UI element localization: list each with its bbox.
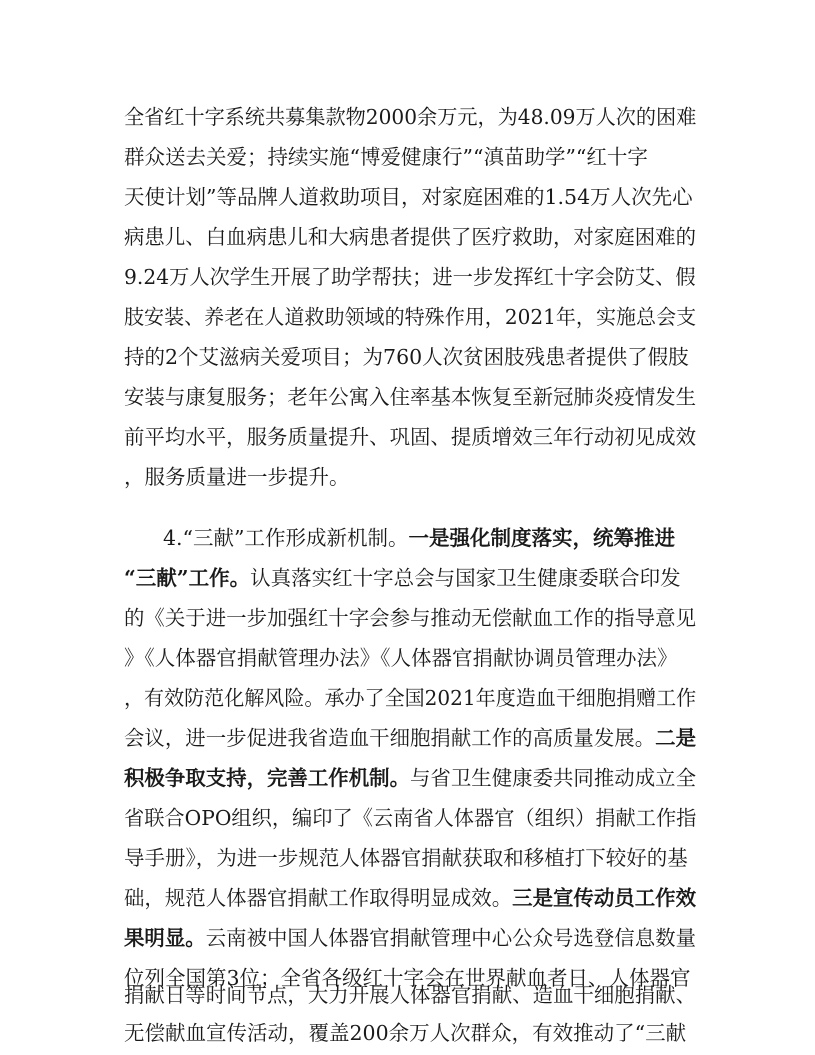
bold-point-3: 三是宣传动员工作效 <box>512 886 696 910</box>
bold-point-2: 二是 <box>655 726 696 750</box>
paragraph-1-line-1: 全省红十字系统共募集款物2000余万元，为48.09万人次的困难 <box>124 105 697 129</box>
bold-point-1-cont: “三献”工作。 <box>124 566 251 590</box>
paragraph-1-line-2: 群众送去关爱；持续实施“博爱健康行”“滇苗助学”“红十字 <box>124 145 648 169</box>
text-segment: 云南被中国人体器官捐献管理中心公众号选登信息数量 <box>205 926 696 950</box>
paragraph-1-line-10: ，服务质量进一步提升。 <box>124 465 350 489</box>
paragraph-1-line-7: 持的2个艾滋病关爱项目；为760人次贫困肢残患者提供了假肢 <box>124 345 689 369</box>
paragraph-1-line-3: 天使计划”等品牌人道救助项目，对家庭困难的1.54万人次先心 <box>124 185 693 209</box>
paragraph-2-line-10 <box>124 878 694 918</box>
section-heading: 4.“三献”工作形成新机制。 <box>163 526 409 550</box>
paragraph-2-line-1 <box>163 518 696 558</box>
paragraph-2-line-14: 无偿献血宣传活动，覆盖200余万人次群众，有效推动了“三献 <box>124 1021 687 1045</box>
paragraph-2-line-8: 省联合OPO组织，编印了《云南省人体器官（组织）捐献工作指 <box>124 806 697 830</box>
paragraph-2-line-7 <box>124 758 694 798</box>
paragraph-2-line-6 <box>124 718 694 758</box>
text-segment: 认真落实红十字总会与国家卫生健康委联合印发 <box>250 566 681 590</box>
paragraph-2-line-9: 导手册》，为进一步规范人体器官捐献获取和移植打下较好的基 <box>124 846 688 870</box>
paragraph-2-line-4: 》《人体器官捐献管理办法》《人体器官捐献协调员管理办法》 <box>124 646 678 670</box>
paragraph-2-line-2 <box>124 558 696 598</box>
paragraph-2-line-3: 的《关于进一步加强红十字会参与推动无偿献血工作的指导意见 <box>124 606 696 630</box>
paragraph-2-line-11 <box>124 918 694 958</box>
paragraph-1-line-8: 安装与康复服务；老年公寓入住率基本恢复至新冠肺炎疫情发生 <box>124 385 696 409</box>
text-segment: 会议，进一步促进我省造血干细胞捐献工作的高质量发展。 <box>124 726 656 750</box>
bold-point-2-cont: 积极争取支持，完善工作机制。 <box>124 766 410 790</box>
text-segment: 与省卫生健康委共同推动成立全 <box>410 766 696 790</box>
paragraph-1-line-4: 病患儿、白血病患儿和大病患者提供了医疗救助，对家庭困难的 <box>124 225 696 249</box>
bold-point-3-cont: 果明显。 <box>124 926 206 950</box>
bold-point-1: 一是强化制度落实，统筹推进 <box>408 526 676 550</box>
paragraph-1-line-9: 前平均水平，服务质量提升、巩固、提质增效三年行动初见成效 <box>124 425 696 449</box>
paragraph-1-line-6: 肢安装、养老在人道救助领域的特殊作用，2021年，实施总会支 <box>124 305 697 329</box>
paragraph-2-line-12: 位列全国第3位；全省各级红十字会在世界献血者日、人体器官 <box>124 966 691 990</box>
paragraph-1-line-5: 9.24万人次学生开展了助学帮扶；进一步发挥红十字会防艾、假 <box>124 265 696 289</box>
paragraph-2-line-5: ，有效防范化解风险。承办了全国2021年度造血干细胞捐赠工作 <box>124 686 697 710</box>
text-segment: 础，规范人体器官捐献工作取得明显成效。 <box>124 886 513 910</box>
paragraph-2-line-13: 捐献日等时间节点，大力开展人体器官捐献、造血干细胞捐献、 <box>124 983 696 1007</box>
